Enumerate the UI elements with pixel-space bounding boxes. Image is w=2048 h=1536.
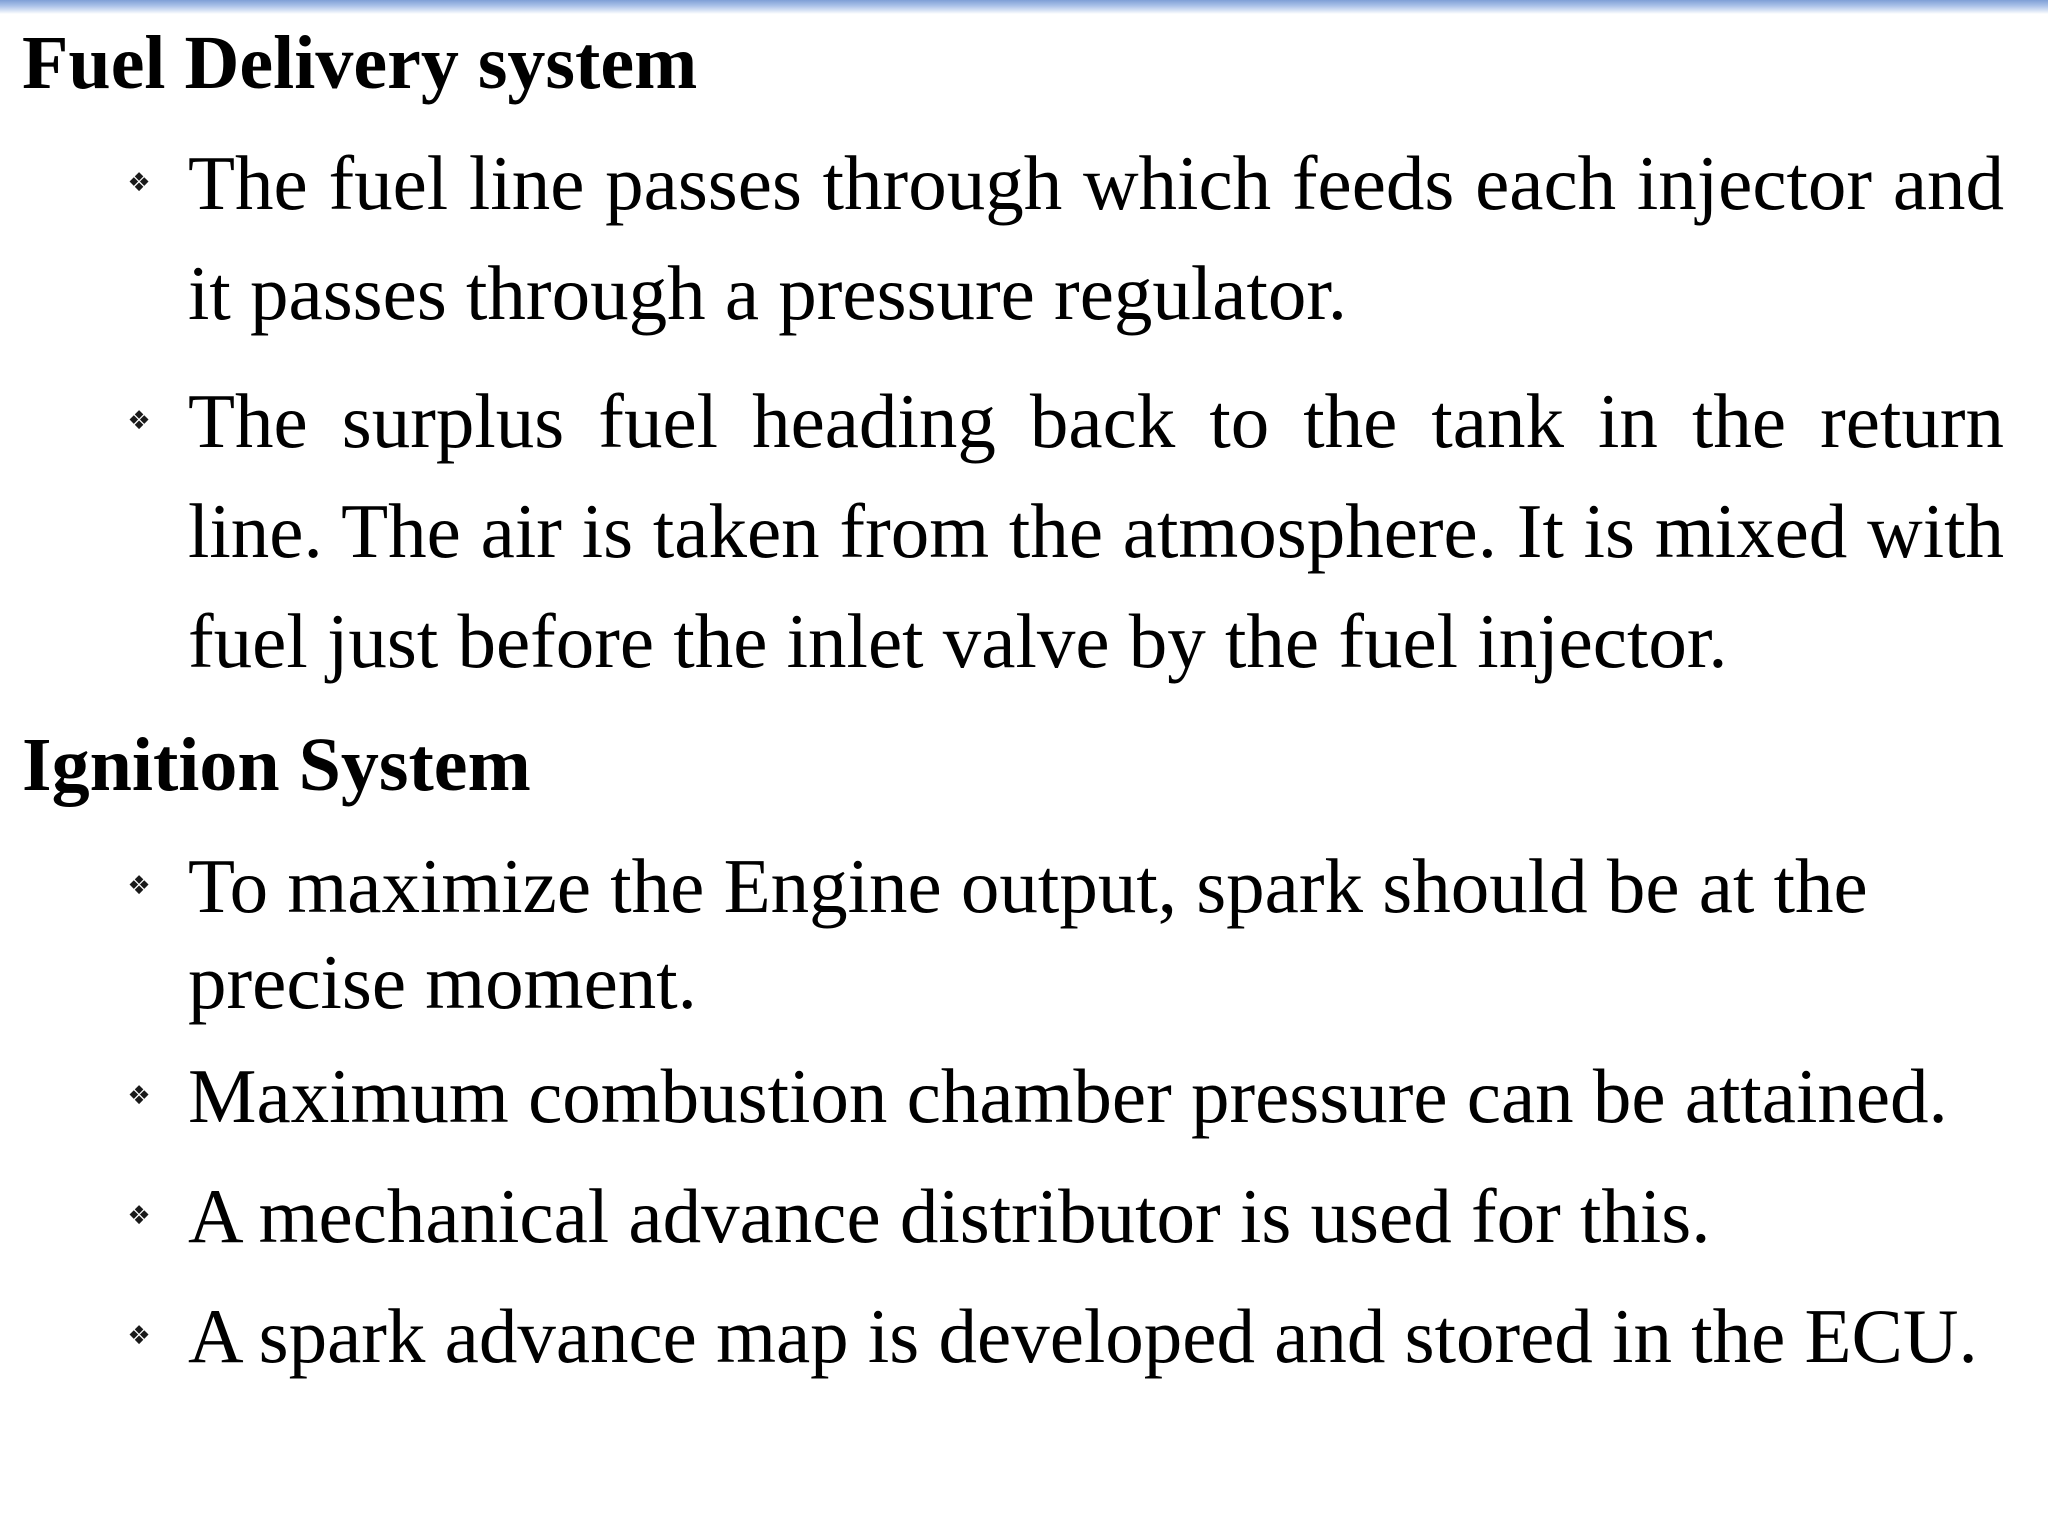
bullet-text: A spark advance map is developed and stored in the ECU. (188, 1293, 1978, 1379)
bullet-fuel-line (127, 128, 2004, 348)
bullet-marker-icon: ❖ (127, 1081, 151, 1111)
bullet-advance-distributor (127, 1168, 2004, 1264)
section-heading-ignition: Ignition System (22, 723, 531, 807)
bullet-text: To maximize the Engine output, spark should be at the precise moment. (188, 843, 1868, 1025)
bullet-text: A mechanical advance distributor is used for this. (188, 1173, 1711, 1259)
bullet-maximize-output (127, 838, 2004, 1030)
bullet-marker-icon: ❖ (127, 1321, 151, 1351)
bullet-marker-icon: ❖ (127, 168, 151, 198)
bullet-marker-icon: ❖ (127, 1201, 151, 1231)
section-heading-fuel-delivery: Fuel Delivery system (22, 21, 698, 105)
bullet-max-pressure (127, 1048, 2004, 1144)
bullet-text: Maximum combustion chamber pressure can be attained. (188, 1053, 1948, 1139)
bullet-marker-icon: ❖ (127, 871, 151, 901)
bullet-spark-map (127, 1288, 2004, 1384)
bullet-text: The fuel line passes through which feeds each injector and it passes through a pressure regulator. (188, 140, 2004, 336)
bullet-text: The surplus fuel heading back to the tank in the return line. The air is taken from the atmosphere. It is mixed with fuel just before the inlet valve by the fuel injector. (188, 378, 2004, 684)
bullet-marker-icon: ❖ (127, 406, 151, 436)
bullet-surplus-fuel (127, 366, 2004, 696)
